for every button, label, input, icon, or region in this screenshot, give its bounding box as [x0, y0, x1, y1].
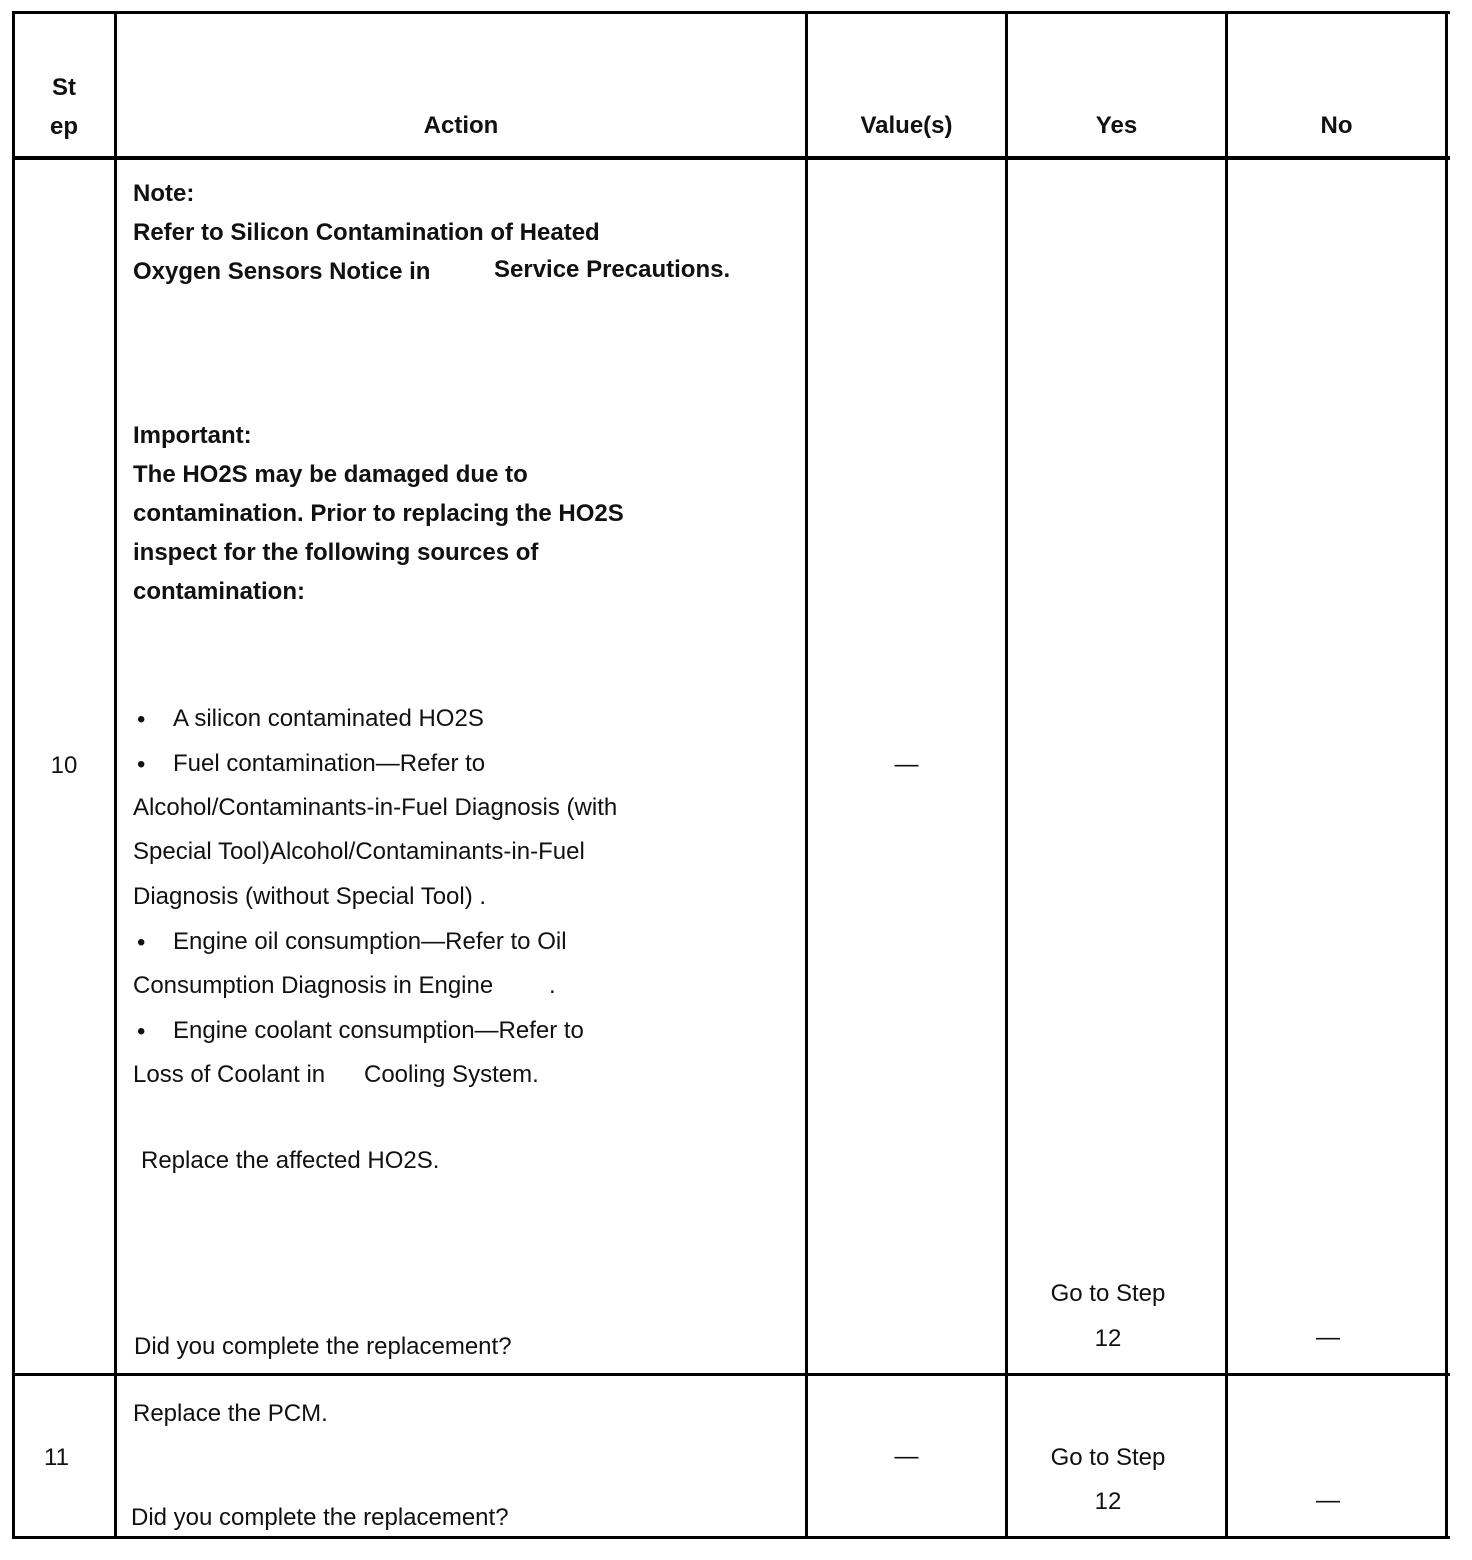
header-action: Action — [423, 112, 499, 139]
value-cell: — — [894, 1443, 919, 1470]
row-divider — [12, 1373, 1450, 1376]
important-text: The HO2S may be damaged due to — [133, 461, 528, 488]
header-yes: Yes — [1095, 112, 1138, 139]
oil-consumption-link[interactable]: Consumption Diagnosis in Engine — [133, 972, 494, 999]
important-text: contamination. Prior to replacing the HO2S — [133, 500, 624, 527]
step-number: 11 — [44, 1444, 69, 1471]
header-no: No — [1320, 112, 1353, 139]
column-divider-values-yes — [1005, 11, 1008, 1539]
bullet-text: Engine coolant consumption—Refer to — [173, 1017, 584, 1044]
header-values: Value(s) — [860, 112, 953, 139]
action-text: Replace the PCM. — [133, 1400, 328, 1427]
column-divider-right — [1445, 11, 1448, 1539]
service-precautions-link[interactable]: Service Precautions. — [494, 256, 731, 283]
fuel-diagnosis-link[interactable]: Special Tool)Alcohol/Contaminants-in-Fuel — [133, 838, 585, 865]
question-text: Did you complete the replacement? — [131, 1504, 509, 1531]
bullet-icon: • — [137, 751, 146, 778]
header-step-line2: ep — [49, 113, 78, 140]
question-text: Did you complete the replacement? — [134, 1333, 512, 1360]
replace-instruction: Replace the affected HO2S. — [141, 1147, 440, 1174]
column-divider-yes-no — [1225, 11, 1228, 1539]
no-cell: — — [1316, 1487, 1340, 1514]
fuel-diagnosis-link[interactable]: Diagnosis (without Special Tool) . — [133, 883, 487, 910]
bullet-text: Engine oil consumption—Refer to Oil — [173, 928, 567, 955]
bullet-text: Fuel contamination—Refer to — [173, 750, 486, 777]
column-divider-step-action — [114, 11, 117, 1539]
no-cell: — — [1316, 1324, 1340, 1351]
loss-of-coolant-link[interactable]: Loss of Coolant in — [133, 1061, 326, 1088]
note-text: Refer to Silicon Contamination of Heated — [133, 219, 600, 246]
yes-go-to-step[interactable]: Go to Step — [1050, 1444, 1166, 1471]
note-heading: Note: — [133, 180, 195, 207]
cooling-system-link[interactable]: Cooling System. — [364, 1061, 539, 1088]
table-bottom-border — [12, 1536, 1450, 1539]
yes-step-number[interactable]: 12 — [1094, 1325, 1122, 1352]
important-text: inspect for the following sources of — [133, 539, 539, 566]
yes-go-to-step[interactable]: Go to Step — [1050, 1280, 1166, 1307]
period: . — [549, 972, 556, 999]
bullet-text: A silicon contaminated HO2S — [173, 705, 484, 732]
header-bottom-border — [12, 156, 1450, 160]
fuel-diagnosis-link[interactable]: Alcohol/Contaminants-in-Fuel Diagnosis (with — [133, 794, 618, 821]
bullet-icon: • — [137, 706, 146, 733]
step-number: 10 — [50, 752, 78, 779]
bullet-icon: • — [137, 929, 146, 956]
note-text: Oxygen Sensors Notice in — [133, 258, 431, 285]
header-step-line1: St — [52, 74, 76, 101]
yes-step-number[interactable]: 12 — [1094, 1488, 1122, 1515]
important-text: contamination: — [133, 578, 305, 605]
value-cell: — — [894, 751, 919, 778]
important-heading: Important: — [133, 422, 252, 449]
bullet-icon: • — [137, 1018, 146, 1045]
table-top-border — [12, 11, 1450, 14]
